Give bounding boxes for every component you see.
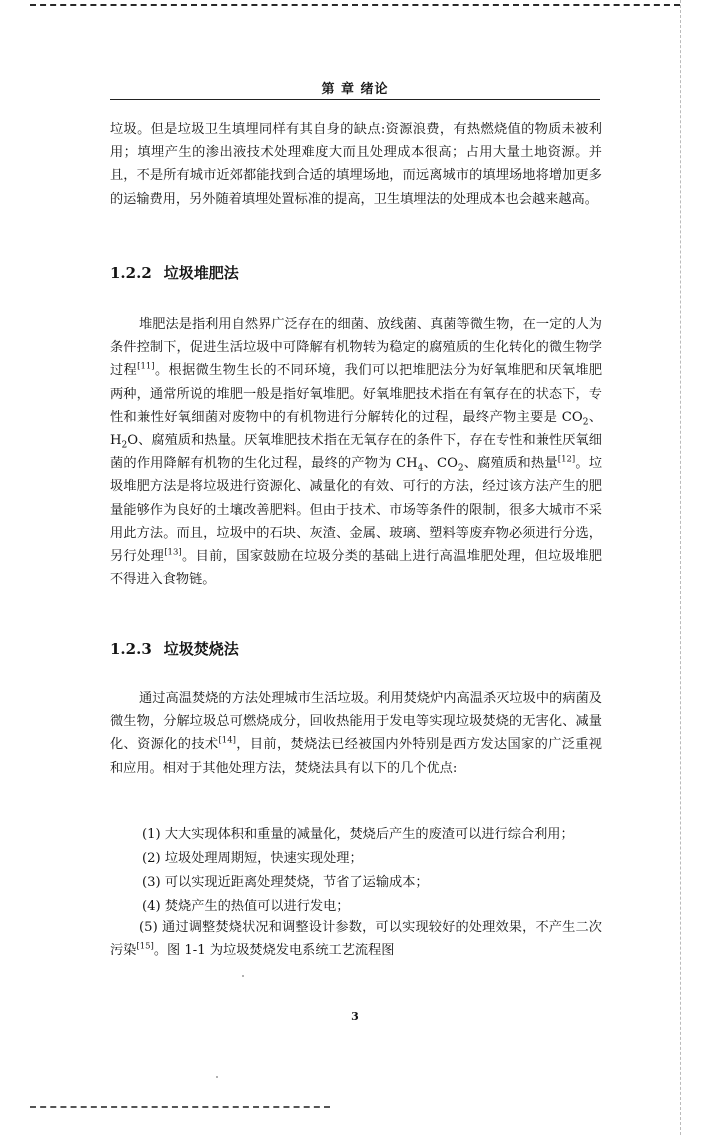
composting-text-4: 、腐殖质和热量 bbox=[463, 456, 558, 472]
page-number: 3 bbox=[351, 1010, 359, 1023]
incineration-paragraph bbox=[110, 687, 602, 780]
composting-text-h: 、H bbox=[110, 409, 603, 449]
scan-top-border bbox=[30, 4, 680, 6]
section-number: 1.2.3 bbox=[110, 640, 152, 658]
composting-text-co: 、CO bbox=[423, 456, 458, 472]
citation-15: [15] bbox=[136, 941, 154, 952]
header-rule bbox=[110, 99, 600, 100]
scan-speck bbox=[216, 1076, 218, 1078]
advantage-item-4: (4) 焚烧产生的热值可以进行发电； bbox=[142, 899, 350, 914]
composting-paragraph bbox=[110, 313, 602, 591]
section-number: 1.2.2 bbox=[110, 264, 152, 282]
composting-text-1: 堆肥法是指利用自然界广泛存在的细菌、放线菌、真菌等微生物，在一定的人为条件控制下，促进生活垃圾中可降解有机物转为稳定的腐殖质的生化转化的微生物学过程 bbox=[110, 317, 602, 379]
composting-text-2: 。根据微生物生长的不同环境，我们可以把堆肥法分为好氧堆肥和厌氧堆肥两种，通常所说的堆肥一般是指好氧堆肥。好氧堆肥技术指在有氧存在的状态下，专性和兼性好氧细菌对废物中的有机物进行分解转化的过程，最终产物主要是 CO bbox=[110, 363, 603, 425]
section-title: 垃圾堆肥法 bbox=[163, 264, 239, 282]
advantage-item-3: (3) 可以实现近距离处理焚烧，节省了运输成本； bbox=[142, 875, 429, 890]
section-title: 垃圾焚烧法 bbox=[163, 640, 239, 658]
citation-14: [14] bbox=[218, 736, 236, 747]
intro-paragraph: 垃圾。但是垃圾卫生填埋同样有其自身的缺点:资源浪费，有热燃烧值的物质未被利用；填埋产生的渗出液技术处理难度大而且处理成本很高；占用大量土地资源。并且，不是所有城市近郊都能找到合适的填埋场地，而远离城市的填埋场地将增加更多的运输费用，另外随着填埋处置标准的提高，卫生填埋法的处理成本也会越来越高。 bbox=[110, 122, 602, 207]
citation-11: [11] bbox=[137, 362, 155, 373]
composting-text-5: 。垃圾堆肥方法是将垃圾进行资源化、减量化的有效、可行的方法，经过该方法产生的肥量能够作为良好的土壤改善肥料。但由于技术、市场等条件的限制，很多大城市不采用此方法。而且，垃圾中的石块、灰渣、金属、玻璃、塑料等废弃物必须进行分选，另行处理 bbox=[110, 456, 603, 565]
section-heading-1-2-2 bbox=[110, 262, 239, 283]
incineration-text-2: ，目前，焚烧法已经被国内外特别是西方发达国家的广泛重视和应用。相对于其他处理方法，焚烧法具有以下的几个优点: bbox=[110, 737, 602, 776]
scan-bottom-border bbox=[30, 1106, 330, 1108]
composting-text-3: O、腐殖质和热量。厌氧堆肥技术指在无氧存在的条件下，存在专性和兼性厌氧细菌的作用降解有机物的生化过程，最终的产物为 CH bbox=[110, 433, 602, 472]
co2-subscript: 2 bbox=[582, 417, 589, 428]
incineration-text-1: 通过高温焚烧的方法处理城市生活垃圾。利用焚烧炉内高温杀灭垃圾中的病菌及微生物，分解垃圾总可燃烧成分，回收热能用于发电等实现垃圾焚烧的无害化、减量化、资源化的技术 bbox=[110, 691, 602, 753]
ch4-subscript: 4 bbox=[417, 463, 424, 474]
scan-right-edge bbox=[680, 0, 681, 1135]
section-heading-1-2-3 bbox=[110, 638, 239, 659]
running-header: 第 章 绪论 bbox=[321, 82, 389, 97]
citation-13: [13] bbox=[164, 547, 182, 558]
advantage-item-2: (2) 垃圾处理周期短，快速实现处理； bbox=[142, 851, 363, 866]
citation-12: [12] bbox=[557, 454, 576, 465]
advantage-item-5 bbox=[110, 916, 602, 962]
advantage-item-1: (1) 大大实现体积和重量的减量化，焚烧后产生的废渣可以进行综合利用； bbox=[142, 827, 574, 842]
h2o-subscript: 2 bbox=[121, 440, 128, 451]
scan-speck bbox=[242, 975, 244, 977]
item5-text: (5) 通过调整焚烧状况和调整设计参数，可以实现较好的处理效果，不产生二次污染 bbox=[110, 920, 602, 959]
co2b-subscript: 2 bbox=[457, 463, 464, 474]
item5-tail: 。图 1-1 为垃圾焚烧发电系统工艺流程图 bbox=[153, 943, 395, 959]
composting-text-6: 。目前，国家鼓励在垃圾分类的基础上进行高温堆肥处理，但垃圾堆肥不得进入食物链。 bbox=[110, 549, 602, 588]
